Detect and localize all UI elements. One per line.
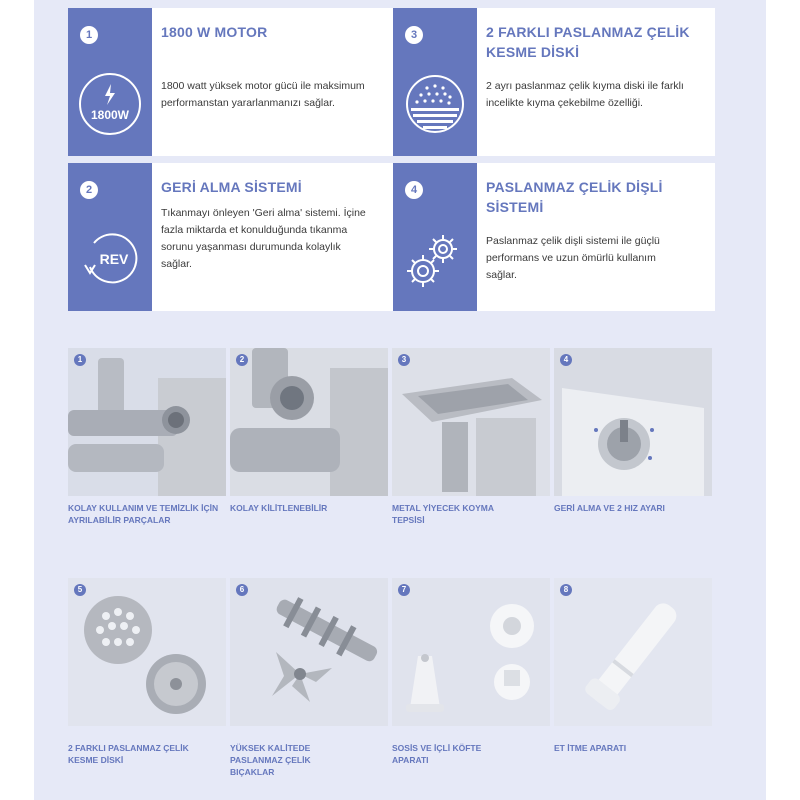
feature-number: 1 [80, 26, 98, 44]
cutting-discs-image [68, 578, 226, 726]
product-photo-tray [392, 348, 550, 496]
photo-number: 5 [74, 584, 86, 596]
feature-number: 3 [405, 26, 423, 44]
feature-sidebar [68, 163, 152, 311]
feature-sidebar [393, 163, 477, 311]
product-caption: 2 FARKLI PASLANMAZ ÇELİK KESME DİSKİ [68, 743, 189, 765]
feature-title: GERİ ALMA SİSTEMİ [161, 179, 302, 195]
feature-card-cutting-disc [393, 8, 715, 156]
product-caption: METAL YİYECEK KOYMA TEPSİSİ [392, 503, 494, 525]
product-photo-cutting-discs [68, 578, 226, 726]
product-photo-pusher [554, 578, 712, 726]
photo-number: 1 [74, 354, 86, 366]
motor-icon-label: 1800W [90, 108, 130, 122]
feature-card-reverse [68, 163, 422, 311]
product-photo-speed-dial [554, 348, 712, 496]
meat-pusher-image [554, 578, 712, 726]
photo-number: 3 [398, 354, 410, 366]
photo-number: 8 [560, 584, 572, 596]
feature-description: Tıkanmayı önleyen 'Geri alma' sistemi. İçine fazla miktarda et konulduğunda tıkanma sorunu yaşanması durumunda kolaylık sağlar. [161, 207, 366, 270]
feature-description: 2 ayrı paslanmaz çelik kıyma diski ile farklı incelikte kıyma çekebilme özelliği. [486, 80, 684, 109]
product-photo-detachable-parts [68, 348, 226, 496]
gears-icon [399, 223, 471, 295]
product-caption: GERİ ALMA VE 2 HIZ AYARI [554, 503, 665, 513]
product-caption: KOLAY KİLİTLENEBİLİR [230, 503, 328, 513]
lightning-1800w-icon [74, 68, 146, 140]
feature-description: Paslanmaz çelik dişli sistemi ile güçlü performans ve uzun ömürlü kullanım sağlar. [486, 235, 660, 281]
feature-sidebar [393, 8, 477, 156]
food-tray-image [392, 348, 550, 496]
speed-dial-image [554, 348, 712, 496]
product-caption: SOSİS VE İÇLİ KÖFTE APARATI [392, 743, 482, 765]
feature-number: 2 [80, 181, 98, 199]
feature-card-gears [393, 163, 715, 311]
sausage-kit-image [392, 578, 550, 726]
product-photo-blades [230, 578, 388, 726]
reverse-icon [74, 223, 146, 295]
product-caption: KOLAY KULLANIM VE TEMİZLİK İÇİN AYRILABİLİR PARÇALAR [68, 503, 219, 525]
feature-title: 2 FARKLI PASLANMAZ ÇELİK KESME DİSKİ [486, 24, 690, 60]
product-photo-sausage-kit [392, 578, 550, 726]
photo-number: 6 [236, 584, 248, 596]
product-sheet [34, 0, 766, 800]
product-caption: YÜKSEK KALİTEDE PASLANMAZ ÇELİK BIÇAKLAR [230, 743, 311, 777]
feature-number: 4 [405, 181, 423, 199]
feature-title: PASLANMAZ ÇELİK DİŞLİ SİSTEMİ [486, 179, 663, 215]
photo-number: 2 [236, 354, 248, 366]
feature-sidebar [68, 8, 152, 156]
cutting-disc-icon [399, 68, 471, 140]
feature-title: 1800 W MOTOR [161, 24, 268, 40]
blades-image [230, 578, 388, 726]
photo-number: 7 [398, 584, 410, 596]
grinder-parts-image [68, 348, 226, 496]
photo-number: 4 [560, 354, 572, 366]
product-photo-lock [230, 348, 388, 496]
feature-description: 1800 watt yüksek motor gücü ile maksimum performanstan yararlanmanızı sağlar. [161, 80, 365, 109]
feature-card-motor [68, 8, 422, 156]
reverse-icon-label: REV [99, 251, 129, 267]
product-caption: ET İTME APARATI [554, 743, 627, 753]
grinder-lock-image [230, 348, 388, 496]
